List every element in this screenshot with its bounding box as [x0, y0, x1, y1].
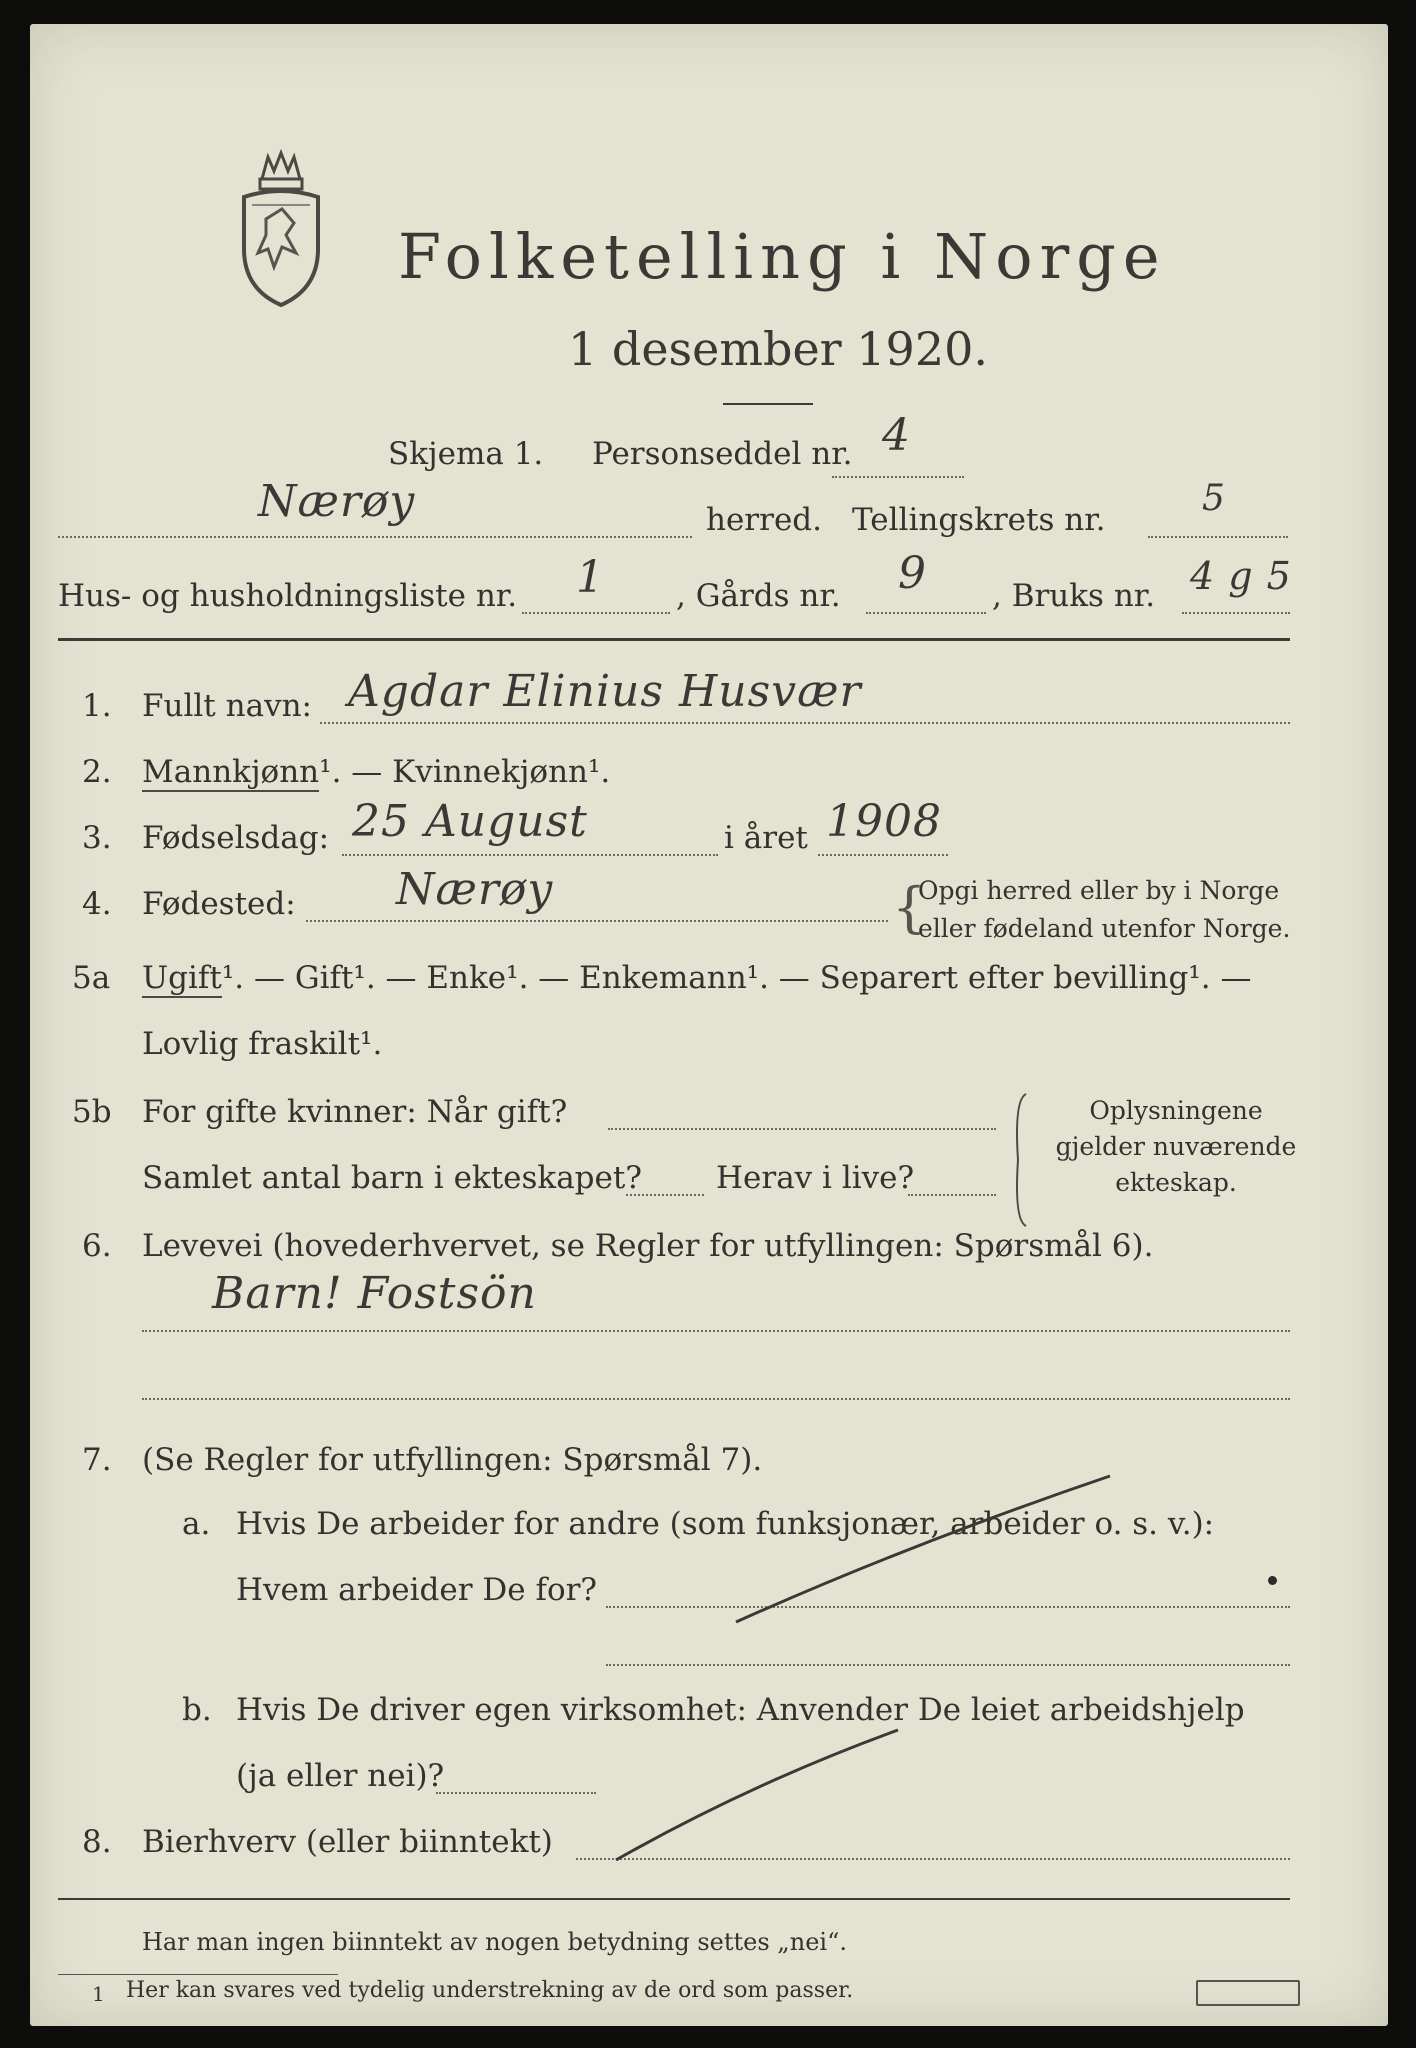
- q5b-note3: ekteskap.: [1115, 1168, 1237, 1197]
- q8-number: 8.: [82, 1824, 112, 1860]
- q3-label: Fødselsdag:: [142, 820, 330, 856]
- q4-note-line1: Opgi herred eller by i Norge: [918, 876, 1280, 905]
- gards-label: , Gårds nr.: [676, 578, 841, 614]
- census-form-page: [30, 24, 1388, 2026]
- q5b-note1: Oplysningene: [1089, 1096, 1263, 1125]
- q4-note-line2: eller fødeland utenfor Norge.: [918, 914, 1291, 943]
- footer-divider: [58, 1898, 1290, 1900]
- form-date: 1 desember 1920.: [568, 322, 988, 376]
- q8-label: Bierhverv (eller biinntekt): [142, 1824, 553, 1860]
- q2-rest: ¹. — Kvinnekjønn¹.: [319, 754, 611, 790]
- footnote-rule: [58, 1974, 338, 1975]
- bruks-value: 4 g 5: [1190, 554, 1292, 598]
- q5b-line1: For gifte kvinner: Når gift?: [142, 1094, 568, 1130]
- q7a-line2: Hvem arbeider De for?: [236, 1572, 598, 1608]
- q5a-line2: Lovlig fraskilt¹.: [142, 1026, 383, 1062]
- schema-label: Skjema 1.: [388, 436, 544, 472]
- husliste-value: 1: [576, 552, 605, 603]
- q3-value: 25 August: [352, 796, 588, 847]
- q7a-number: a.: [182, 1506, 211, 1542]
- q7b-line2: (ja eller nei)?: [236, 1758, 445, 1794]
- q6-value: Barn! Fostsön: [212, 1268, 537, 1319]
- q7b-line1: Hvis De driver egen virksomhet: Anvender De leiet arbeidshjelp: [236, 1692, 1245, 1728]
- q2-number: 2.: [82, 754, 112, 790]
- q7-number: 7.: [82, 1442, 112, 1478]
- q4-label: Fødested:: [142, 886, 296, 922]
- tellingskrets-value: 5: [1202, 478, 1226, 519]
- q4-number: 4.: [82, 886, 112, 922]
- q4-note-brace: {: [892, 876, 927, 939]
- q5b-number: 5b: [72, 1094, 112, 1130]
- gards-value: 9: [898, 548, 927, 599]
- q5b-note2: gjelder nuværende: [1055, 1132, 1297, 1161]
- q5b-line2: Samlet antal barn i ekteskapet?: [142, 1160, 642, 1196]
- q3-number: 3.: [82, 820, 112, 856]
- q1-number: 1.: [82, 688, 112, 724]
- q5b-herav: Herav i live?: [716, 1160, 915, 1196]
- q1-value: Agdar Elinius Husvær: [348, 666, 862, 717]
- q2-male-option: Mannkjønn: [142, 754, 320, 790]
- q6-number: 6.: [82, 1228, 112, 1264]
- q3-year-value: 1908: [826, 796, 942, 847]
- herred-value: Nærøy: [258, 476, 416, 527]
- personseddel-label: Personseddel nr.: [592, 436, 853, 472]
- footnote-number: 1: [92, 1982, 105, 2006]
- printer-stamp: [1196, 1980, 1300, 2006]
- personseddel-value: 4: [882, 410, 911, 461]
- tellingskrets-label: Tellingskrets nr.: [852, 502, 1106, 538]
- strike-marks: [30, 24, 1388, 2026]
- q3-year-label: i året: [724, 820, 808, 856]
- q5a-number: 5a: [72, 960, 111, 996]
- footer-note: Har man ingen biinntekt av nogen betydning settes „nei“.: [142, 1928, 847, 1956]
- q1-label: Fullt navn:: [142, 688, 312, 724]
- q7-label: (Se Regler for utfyllingen: Spørsmål 7).: [142, 1442, 763, 1478]
- bruks-label: , Bruks nr.: [992, 578, 1156, 614]
- q6-label: Levevei (hovederhvervet, se Regler for utfyllingen: Spørsmål 6).: [142, 1228, 1154, 1264]
- herred-label: herred.: [706, 502, 822, 538]
- form-title: Folketelling i Norge: [398, 220, 1167, 293]
- q7b-number: b.: [182, 1692, 212, 1728]
- q5a-rest: ¹. — Gift¹. — Enke¹. — Enkemann¹. — Separert efter bevilling¹. —: [221, 960, 1252, 996]
- husliste-label: Hus- og husholdningsliste nr.: [58, 578, 518, 614]
- q5a-ugift-option: Ugift: [142, 960, 222, 996]
- q7a-line1: Hvis De arbeider for andre (som funksjonær, arbeider o. s. v.):: [236, 1506, 1215, 1542]
- q4-value: Nærøy: [396, 864, 554, 915]
- footnote-text: Her kan svares ved tydelig understrekning av de ord som passer.: [126, 1978, 854, 2003]
